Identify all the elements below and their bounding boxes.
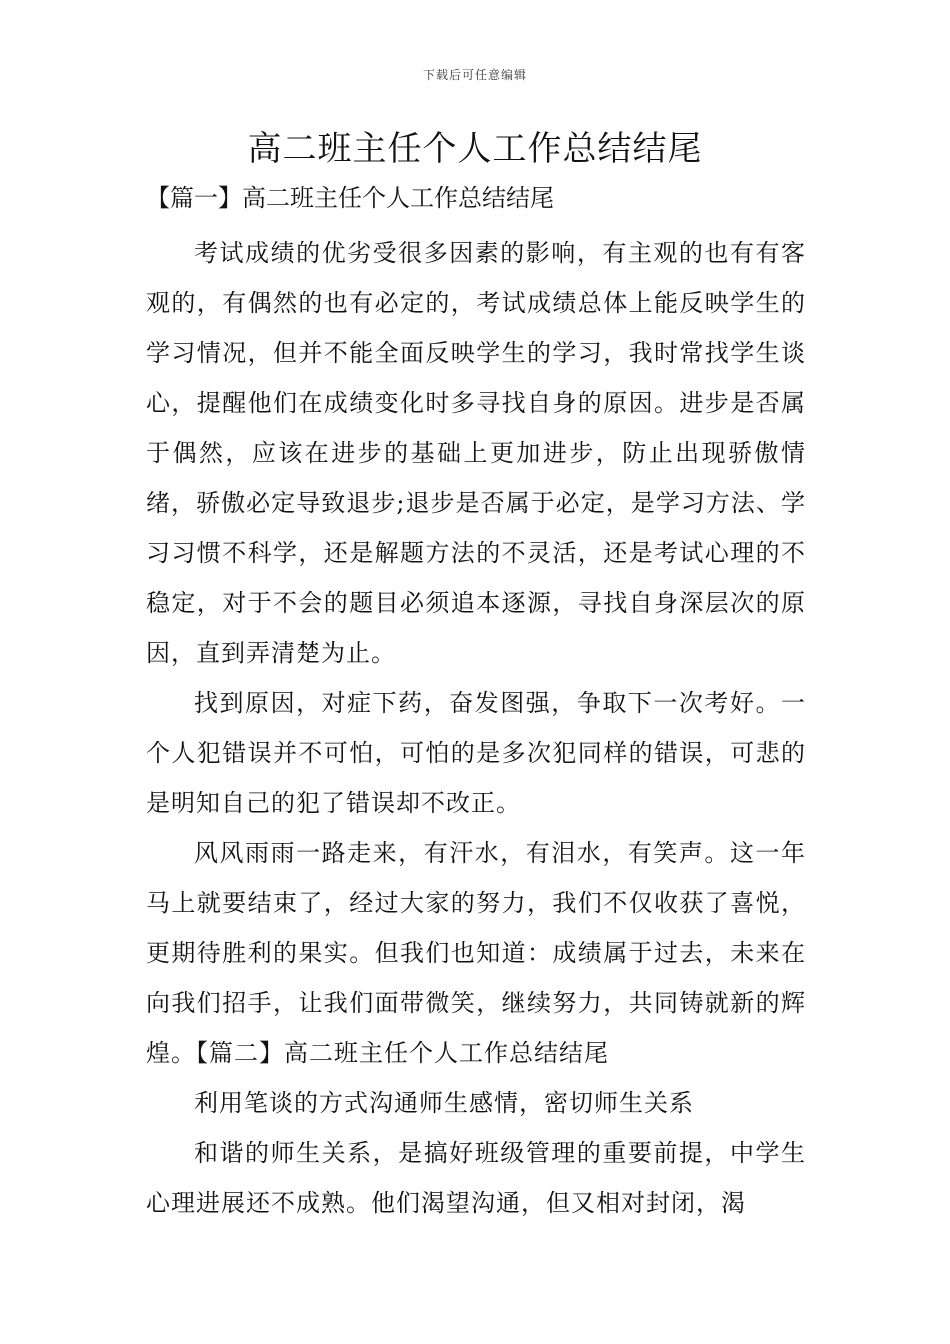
paragraph: 和谐的师生关系，是搞好班级管理的重要前提，中学生心理进展还不成熟。他们渴望沟通，但又相对封闭，渴 <box>146 1139 806 1217</box>
document-title: 高二班主任个人工作总结结尾 <box>247 129 703 169</box>
section-heading: 【篇一】高二班主任个人工作总结结尾 <box>146 184 554 212</box>
paragraph: 利用笔谈的方式沟通师生感情，密切师生关系 <box>194 1089 694 1117</box>
paragraph: 找到原因，对症下药，奋发图强，争取下一次考好。一个人犯错误并不可怕，可怕的是多次犯同样的错误，可悲的是明知自己的犯了错误却不改正。 <box>146 689 806 817</box>
paragraph: 风风雨雨一路走来，有汗水，有泪水，有笑声。这一年马上就要结束了，经过大家的努力，我们不仅收获了喜悦，更期待胜利的果实。但我们也知道：成绩属于过去，未来在向我们招手，让我们面带微笑，继续努力，共同铸就新的辉煌。【篇二】高二班主任个人工作总结结尾 <box>146 839 806 1067</box>
document-body <box>146 228 806 1228</box>
header-note: 下载后可任意编辑 <box>422 68 527 82</box>
paragraph: 考试成绩的优劣受很多因素的影响，有主观的也有有客观的，有偶然的也有必定的，考试成绩总体上能反映学生的学习情况，但并不能全面反映学生的学习，我时常找学生谈心，提醒他们在成绩变化时多寻找自身的原因。进步是否属于偶然，应该在进步的基础上更加进步，防止出现骄傲情绪，骄傲必定导致退步;退步是否属于必定，是学习方法、学习习惯不科学，还是解题方法的不灵活，还是考试心理的不稳定，对于不会的题目必须追本逐源，寻找自身深层次的原因，直到弄清楚为止。 <box>146 239 806 667</box>
